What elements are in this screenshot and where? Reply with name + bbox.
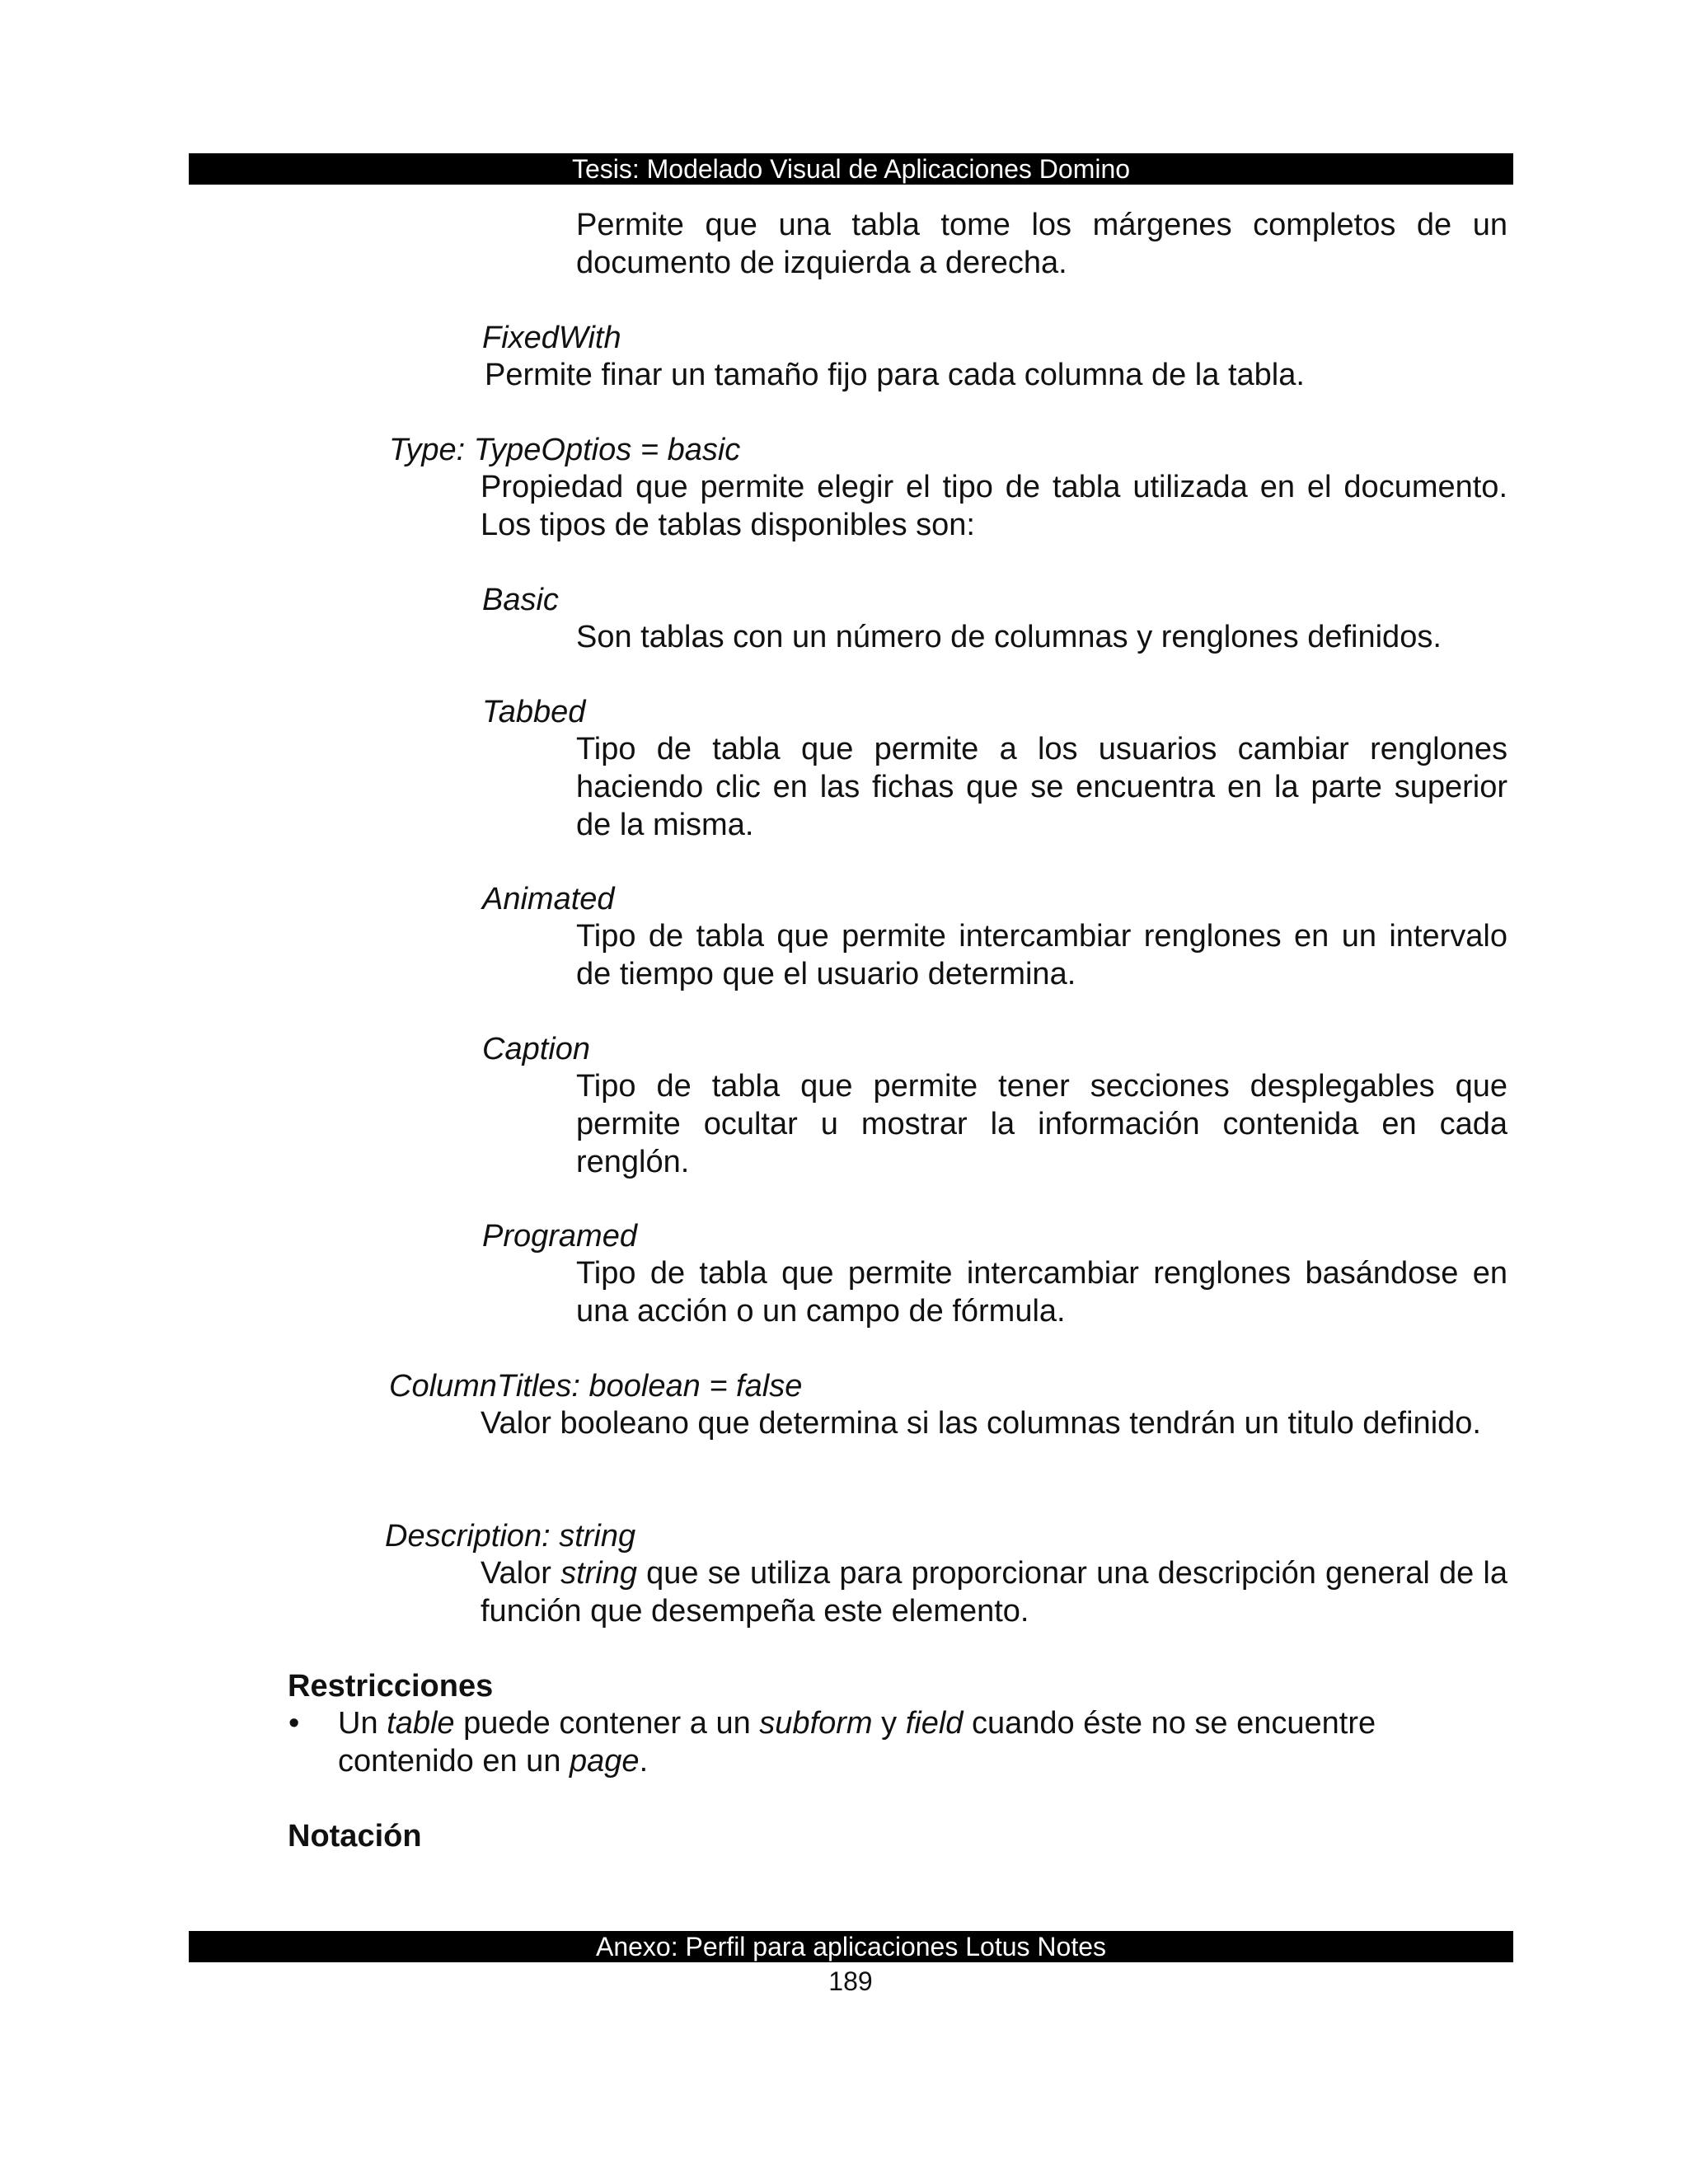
bullet-glyph: • bbox=[288, 1706, 300, 1741]
restriction-item bbox=[288, 1704, 1490, 1780]
caption-label: Caption bbox=[482, 1032, 590, 1066]
description-property-label: Description: string bbox=[385, 1519, 636, 1554]
description-property-description bbox=[481, 1554, 1507, 1630]
tabbed-description: Tipo de tabla que permite a los usuarios cambiar renglones haciendo clic en las fichas que se encuentra en la parte superior de la misma. bbox=[576, 732, 1507, 842]
restriction-term-subform: subform bbox=[759, 1706, 873, 1741]
restrictions-heading: Restricciones bbox=[288, 1669, 494, 1704]
column-titles-label: ColumnTitles: boolean = false bbox=[389, 1369, 803, 1404]
restriction-text-3: y bbox=[872, 1706, 906, 1741]
caption-description: Tipo de tabla que permite tener secciones desplegables que permite ocultar u mostrar la información contenida en cada renglón. bbox=[576, 1069, 1507, 1179]
fixed-width-description: Permite finar un tamaño fijo para cada columna de la tabla. bbox=[485, 358, 1305, 392]
tabbed-label: Tabbed bbox=[482, 695, 586, 729]
programed-description: Tipo de tabla que permite intercambiar renglones basándose en una acción o un campo de fórmula. bbox=[576, 1256, 1507, 1329]
description-term-string: string bbox=[560, 1556, 637, 1591]
description-text-before: Valor bbox=[481, 1556, 561, 1591]
full-width-description: Permite que una tabla tome los márgenes completos de un documento de izquierda a derecha. bbox=[576, 208, 1507, 280]
type-property-description: Propiedad que permite elegir el tipo de tabla utilizada en el documento. Los tipos de tablas disponibles son: bbox=[481, 470, 1507, 542]
notation-heading: Notación bbox=[288, 1819, 422, 1854]
animated-label: Animated bbox=[482, 882, 615, 916]
restriction-term-field: field bbox=[905, 1706, 964, 1741]
restriction-text-4: cuando éste no se encuentre contenido en un bbox=[338, 1706, 1376, 1779]
restriction-text-1: Un bbox=[338, 1706, 387, 1741]
restriction-term-table: table bbox=[387, 1706, 455, 1741]
restriction-text-2: puede contener a un bbox=[454, 1706, 760, 1741]
restriction-text-5: . bbox=[639, 1744, 649, 1779]
page-number: 189 bbox=[828, 1966, 873, 1996]
programed-label: Programed bbox=[482, 1219, 637, 1254]
description-text-after: que se utiliza para proporcionar una descripción general de la función que desempeña este elemento. bbox=[481, 1556, 1507, 1629]
basic-description: Son tablas con un número de columnas y renglones definidos. bbox=[576, 620, 1442, 654]
column-titles-description: Valor booleano que determina si las columnas tendrán un titulo definido. bbox=[481, 1406, 1481, 1441]
restriction-term-page: page bbox=[570, 1744, 640, 1779]
running-header: Tesis: Modelado Visual de Aplicaciones Domino bbox=[189, 153, 1513, 185]
animated-description: Tipo de tabla que permite intercambiar renglones en un intervalo de tiempo que el usuario determina. bbox=[576, 919, 1507, 991]
fixed-width-label: FixedWith bbox=[482, 321, 621, 355]
type-property-label: Type: TypeOptios = basic bbox=[389, 433, 741, 467]
running-footer: Anexo: Perfil para aplicaciones Lotus Notes bbox=[189, 1931, 1513, 1962]
basic-label: Basic bbox=[482, 583, 559, 617]
